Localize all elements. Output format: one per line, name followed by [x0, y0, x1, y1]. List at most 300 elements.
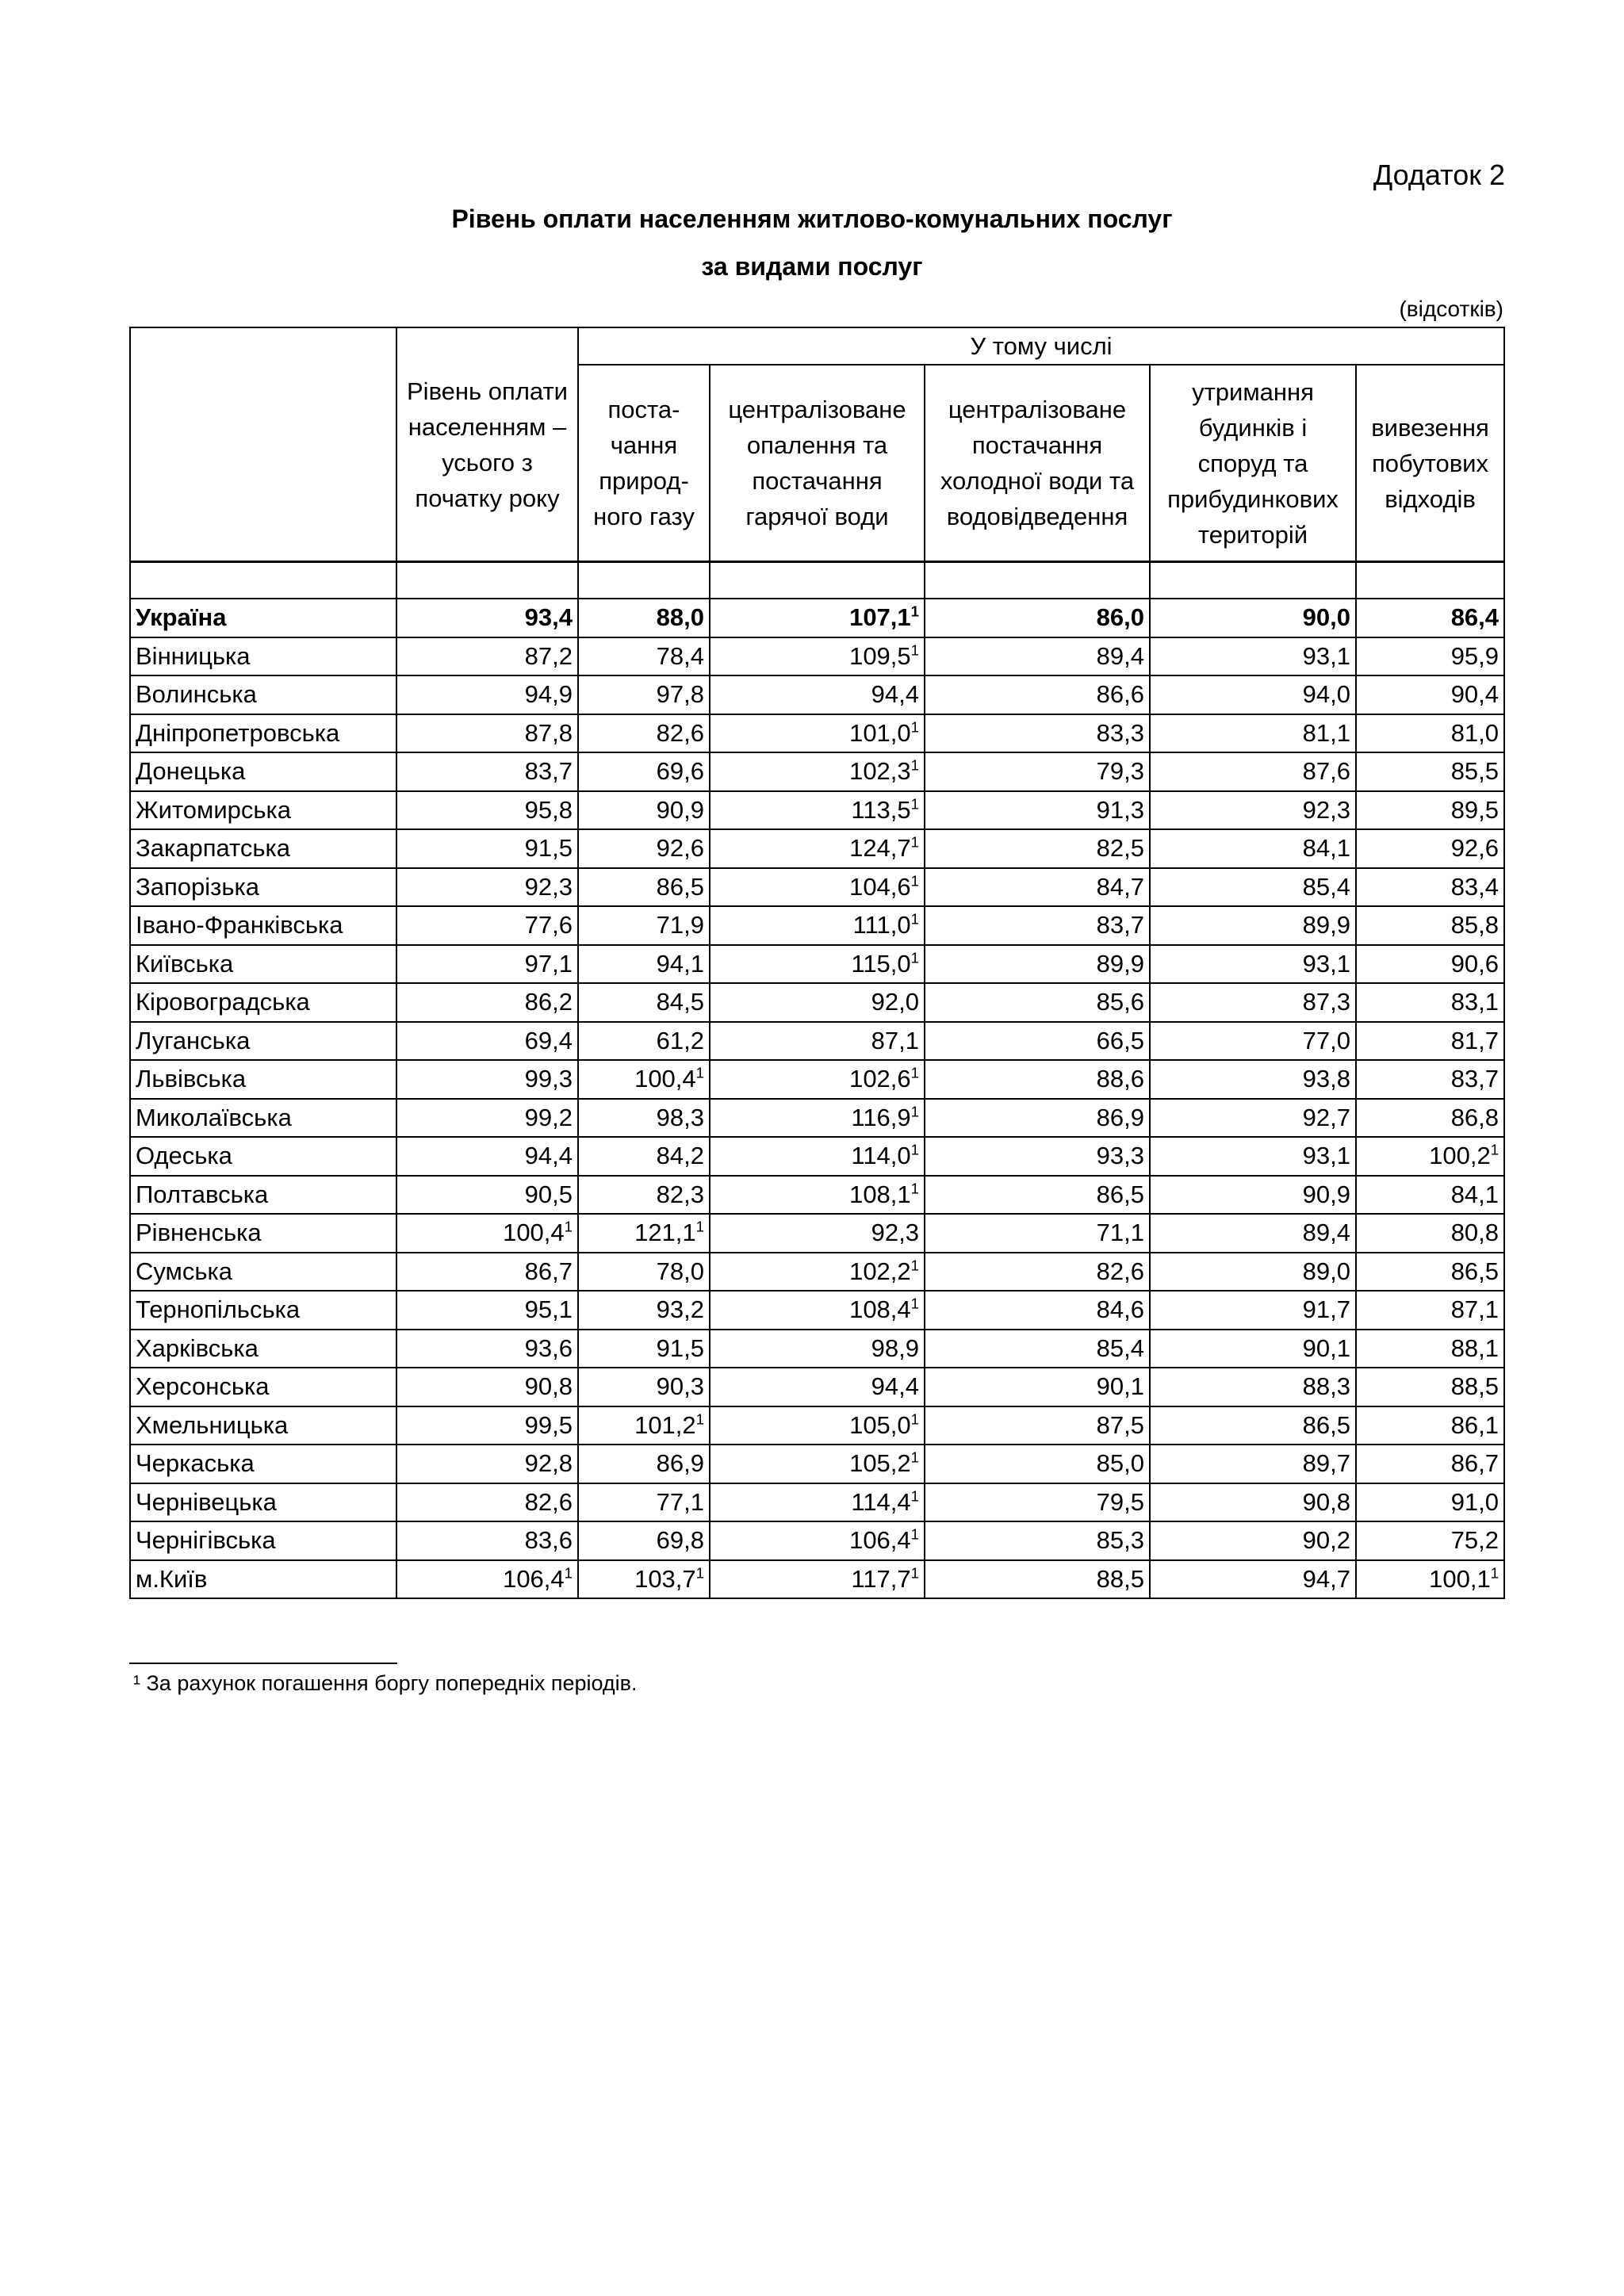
region-name: Чернігівська [130, 1521, 396, 1560]
value-text: 115,0 [851, 949, 911, 978]
value-text: 84,1 [1450, 1180, 1500, 1208]
header-col-total: Рівень оплати населенням – усього з початку року [396, 327, 578, 562]
value-text: 90,2 [1302, 1526, 1350, 1555]
value-text: 92,3 [871, 1219, 919, 1247]
value-text: 89,4 [1096, 641, 1144, 670]
value-cell [710, 1214, 925, 1253]
value-text: 95,8 [524, 795, 573, 824]
value-cell [1150, 1099, 1356, 1138]
value-text: 87,5 [1096, 1410, 1144, 1439]
value-text: 69,4 [524, 1026, 573, 1054]
value-cell [925, 1253, 1150, 1292]
value-text: 93,1 [1302, 1142, 1350, 1170]
value-text: 87,6 [1302, 757, 1350, 786]
value-text: 93,4 [524, 603, 573, 632]
table-row [130, 1330, 1504, 1368]
table-row [130, 1291, 1504, 1330]
value-text: 61,2 [656, 1026, 704, 1054]
table-row [130, 1445, 1504, 1483]
value-cell [925, 1330, 1150, 1368]
value-text: 81,0 [1450, 718, 1500, 747]
table-header [130, 327, 1504, 562]
value-cell [396, 1560, 578, 1599]
value-text: 106,4 [503, 1564, 565, 1593]
value-cell [578, 1253, 710, 1292]
table-row [130, 1406, 1504, 1445]
value-text: 94,9 [524, 680, 573, 709]
value-cell [1150, 599, 1356, 637]
value-cell [1356, 1253, 1504, 1292]
region-name: Донецька [130, 752, 396, 791]
value-text: 94,7 [1302, 1564, 1350, 1593]
footnote-mark: 1 [910, 1564, 919, 1582]
value-cell [578, 599, 710, 637]
value-text: 82,6 [656, 718, 704, 747]
value-cell [925, 1291, 1150, 1330]
value-text: 85,0 [1096, 1449, 1144, 1478]
value-cell [578, 791, 710, 830]
table-row [130, 1483, 1504, 1522]
region-name: м.Київ [130, 1560, 396, 1599]
value-cell [1150, 675, 1356, 714]
value-cell [578, 1330, 710, 1368]
value-cell [710, 829, 925, 868]
value-text: 106,4 [849, 1526, 911, 1555]
value-text: 116,9 [851, 1103, 911, 1131]
value-text: 100,1 [1429, 1564, 1491, 1593]
value-cell [396, 1368, 578, 1406]
value-text: 99,2 [524, 1103, 573, 1131]
value-cell [925, 1445, 1150, 1483]
table-row [130, 1137, 1504, 1176]
table-row [130, 1214, 1504, 1253]
value-cell [1150, 1521, 1356, 1560]
value-text: 107,1 [849, 603, 911, 632]
value-cell [396, 791, 578, 830]
value-text: 90,5 [524, 1180, 573, 1208]
value-cell [578, 1060, 710, 1099]
value-text: 100,4 [503, 1219, 565, 1247]
value-cell [1356, 1445, 1504, 1483]
value-text: 79,5 [1096, 1487, 1144, 1516]
header-col-waste: вивезення побутових відходів [1356, 365, 1504, 562]
value-cell [1150, 1330, 1356, 1368]
region-name: Україна [130, 599, 396, 637]
value-cell [925, 1521, 1150, 1560]
value-cell [1150, 1406, 1356, 1445]
region-name: Вінницька [130, 637, 396, 676]
value-cell [578, 868, 710, 907]
region-name: Сумська [130, 1253, 396, 1292]
table-row [130, 1099, 1504, 1138]
table-row [130, 945, 1504, 984]
value-text: 85,4 [1096, 1334, 1144, 1362]
table-row [130, 983, 1504, 1022]
value-cell [925, 1060, 1150, 1099]
region-name: Запорізька [130, 868, 396, 907]
value-text: 86,5 [1096, 1180, 1144, 1208]
value-text: 71,9 [656, 911, 704, 939]
value-cell [396, 1060, 578, 1099]
footnote-mark: 1 [910, 949, 919, 966]
value-text: 83,3 [1096, 718, 1144, 747]
footnote-mark: 1 [910, 603, 919, 620]
value-cell [396, 1099, 578, 1138]
value-cell [1356, 1176, 1504, 1215]
table-row [130, 1060, 1504, 1099]
value-cell [925, 906, 1150, 945]
payment-table [129, 327, 1505, 1599]
value-text: 94,1 [656, 949, 704, 978]
header-col-heating: централізоване опалення та постачання гарячої води [710, 365, 925, 562]
value-cell [396, 1330, 578, 1368]
value-text: 100,2 [1429, 1142, 1491, 1170]
value-cell [1356, 945, 1504, 984]
table-row [130, 829, 1504, 868]
value-text: 89,0 [1302, 1257, 1350, 1285]
value-cell [1150, 714, 1356, 753]
region-name: Дніпропетровська [130, 714, 396, 753]
value-text: 77,0 [1302, 1026, 1350, 1054]
footnote-mark: 1 [910, 1448, 919, 1466]
value-cell [578, 1291, 710, 1330]
value-cell [1356, 637, 1504, 676]
value-cell [925, 945, 1150, 984]
value-text: 75,2 [1450, 1526, 1500, 1555]
value-text: 80,8 [1450, 1219, 1500, 1247]
value-text: 92,3 [1302, 795, 1350, 824]
value-cell [1150, 1022, 1356, 1061]
region-name: Тернопільська [130, 1291, 396, 1330]
value-cell [1356, 1406, 1504, 1445]
value-text: 101,2 [634, 1410, 696, 1439]
value-cell [710, 714, 925, 753]
value-text: 92,3 [524, 872, 573, 901]
table-row [130, 637, 1504, 676]
value-text: 93,8 [1302, 1065, 1350, 1093]
value-cell [578, 1483, 710, 1522]
value-cell [1150, 945, 1356, 984]
value-cell [396, 675, 578, 714]
value-cell [925, 983, 1150, 1022]
value-text: 93,1 [1302, 641, 1350, 670]
value-text: 94,4 [871, 1372, 919, 1401]
value-text: 111,0 [852, 911, 911, 939]
value-cell [710, 1560, 925, 1599]
value-text: 90,1 [1096, 1372, 1144, 1401]
value-text: 109,5 [849, 641, 911, 670]
value-cell [710, 983, 925, 1022]
table-row [130, 1368, 1504, 1406]
region-name: Херсонська [130, 1368, 396, 1406]
value-text: 94,0 [1302, 680, 1350, 709]
footnote-mark: 1 [910, 872, 919, 890]
value-text: 87,3 [1302, 988, 1350, 1016]
value-text: 86,7 [1450, 1449, 1500, 1478]
footnote-mark: 1 [910, 833, 919, 851]
value-cell [396, 1406, 578, 1445]
value-cell [1356, 752, 1504, 791]
value-text: 86,0 [1096, 603, 1144, 632]
value-cell [1356, 599, 1504, 637]
value-text: 84,6 [1096, 1295, 1144, 1324]
value-text: 89,7 [1302, 1449, 1350, 1478]
region-name: Одеська [130, 1137, 396, 1176]
value-text: 77,6 [524, 911, 573, 939]
value-cell [1356, 1291, 1504, 1330]
value-text: 85,5 [1450, 757, 1500, 786]
footnote-mark: 1 [910, 1103, 919, 1120]
value-cell [396, 1176, 578, 1215]
value-cell [578, 1137, 710, 1176]
value-cell [1356, 1099, 1504, 1138]
value-cell [925, 599, 1150, 637]
value-cell [925, 752, 1150, 791]
value-text: 88,6 [1096, 1065, 1144, 1093]
value-cell [578, 945, 710, 984]
value-text: 86,8 [1450, 1103, 1500, 1131]
value-cell [1356, 1214, 1504, 1253]
value-text: 105,2 [849, 1449, 911, 1478]
value-cell [396, 1445, 578, 1483]
value-text: 90,3 [656, 1372, 704, 1401]
value-text: 95,1 [524, 1295, 573, 1324]
value-cell [1150, 791, 1356, 830]
value-cell [396, 1521, 578, 1560]
value-text: 95,9 [1450, 641, 1500, 670]
table-row [130, 599, 1504, 637]
region-name: Львівська [130, 1060, 396, 1099]
value-cell [578, 906, 710, 945]
value-cell [1356, 829, 1504, 868]
footnote: ¹ За рахунок погашення боргу попередніх періодів. [133, 1671, 638, 1695]
value-text: 86,6 [1096, 680, 1144, 709]
value-text: 88,5 [1450, 1372, 1500, 1401]
units-label: (відсотків) [1399, 297, 1503, 321]
value-text: 101,0 [849, 718, 911, 747]
value-text: 92,0 [871, 988, 919, 1016]
value-text: 86,4 [1450, 603, 1500, 632]
value-text: 124,7 [849, 834, 911, 863]
value-cell [925, 1099, 1150, 1138]
footnote-mark: 1 [910, 1141, 919, 1158]
value-text: 90,0 [1302, 603, 1350, 632]
value-text: 83,6 [524, 1526, 573, 1555]
value-text: 92,6 [656, 834, 704, 863]
value-cell [710, 868, 925, 907]
value-cell [925, 637, 1150, 676]
header-region-cell [130, 327, 396, 562]
region-name: Закарпатська [130, 829, 396, 868]
value-cell [710, 1368, 925, 1406]
value-text: 114,4 [851, 1487, 911, 1516]
value-text: 91,3 [1096, 795, 1144, 824]
region-name: Івано-Франківська [130, 906, 396, 945]
value-text: 83,7 [1096, 911, 1144, 939]
value-cell [396, 1483, 578, 1522]
footnote-mark: 1 [1490, 1141, 1500, 1158]
footnote-mark: 1 [1490, 1564, 1500, 1582]
region-name: Рівненська [130, 1214, 396, 1253]
value-cell [578, 1560, 710, 1599]
value-text: 82,6 [524, 1487, 573, 1516]
value-cell [578, 1022, 710, 1061]
value-text: 91,5 [524, 834, 573, 863]
value-text: 104,6 [849, 872, 911, 901]
value-text: 93,3 [1096, 1142, 1144, 1170]
footnote-mark: 1 [910, 1064, 919, 1081]
value-text: 98,3 [656, 1103, 704, 1131]
value-text: 93,6 [524, 1334, 573, 1362]
value-text: 121,1 [634, 1219, 696, 1247]
value-cell [710, 906, 925, 945]
value-cell [578, 752, 710, 791]
value-cell [925, 1483, 1150, 1522]
value-cell [1356, 1137, 1504, 1176]
value-text: 84,2 [656, 1142, 704, 1170]
value-cell [710, 637, 925, 676]
value-cell [1356, 1368, 1504, 1406]
footnote-mark: 1 [910, 1257, 919, 1274]
value-cell [396, 983, 578, 1022]
region-name: Харківська [130, 1330, 396, 1368]
value-cell [1150, 1214, 1356, 1253]
value-text: 99,3 [524, 1065, 573, 1093]
value-text: 89,9 [1302, 911, 1350, 939]
value-cell [710, 1099, 925, 1138]
value-text: 102,3 [849, 757, 911, 786]
value-text: 88,1 [1450, 1334, 1500, 1362]
value-cell [1150, 868, 1356, 907]
region-name: Черкаська [130, 1445, 396, 1483]
value-cell [710, 1445, 925, 1483]
value-cell [578, 1521, 710, 1560]
value-text: 92,8 [524, 1449, 573, 1478]
value-text: 88,3 [1302, 1372, 1350, 1401]
value-text: 87,1 [1450, 1295, 1500, 1324]
header-col-gas: поста-чання природ-ного газу [578, 365, 710, 562]
value-text: 69,6 [656, 757, 704, 786]
value-cell [578, 1099, 710, 1138]
value-cell [710, 675, 925, 714]
value-cell [1150, 1445, 1356, 1483]
value-text: 82,3 [656, 1180, 704, 1208]
value-text: 84,1 [1302, 834, 1350, 863]
value-cell [1150, 637, 1356, 676]
value-cell [925, 714, 1150, 753]
table-row [130, 752, 1504, 791]
value-cell [710, 1137, 925, 1176]
footnote-mark: 1 [910, 910, 919, 928]
value-text: 89,9 [1096, 949, 1144, 978]
value-cell [1356, 714, 1504, 753]
value-cell [396, 1137, 578, 1176]
value-text: 86,7 [524, 1257, 573, 1285]
value-cell [710, 1521, 925, 1560]
value-text: 88,5 [1096, 1564, 1144, 1593]
value-cell [396, 1291, 578, 1330]
value-cell [1150, 1368, 1356, 1406]
value-cell [578, 1406, 710, 1445]
value-text: 83,4 [1450, 872, 1500, 901]
value-text: 108,1 [849, 1180, 911, 1208]
value-cell [710, 945, 925, 984]
value-text: 102,2 [849, 1257, 911, 1285]
value-text: 91,7 [1302, 1295, 1350, 1324]
value-text: 83,7 [1450, 1065, 1500, 1093]
value-text: 85,4 [1302, 872, 1350, 901]
value-cell [1356, 1483, 1504, 1522]
value-cell [1150, 983, 1356, 1022]
value-text: 97,8 [656, 680, 704, 709]
value-text: 85,6 [1096, 988, 1144, 1016]
value-text: 100,4 [634, 1065, 696, 1093]
value-cell [1150, 1137, 1356, 1176]
table-row [130, 791, 1504, 830]
value-text: 78,0 [656, 1257, 704, 1285]
value-cell [396, 752, 578, 791]
value-text: 98,9 [871, 1334, 919, 1362]
value-cell [1356, 983, 1504, 1022]
value-cell [396, 714, 578, 753]
value-text: 86,5 [1302, 1410, 1350, 1439]
value-cell [396, 945, 578, 984]
table-row [130, 675, 1504, 714]
value-cell [925, 1406, 1150, 1445]
value-cell [578, 1368, 710, 1406]
value-cell [925, 1022, 1150, 1061]
value-cell [710, 791, 925, 830]
table-row [130, 714, 1504, 753]
value-cell [925, 675, 1150, 714]
value-text: 113,5 [851, 795, 911, 824]
value-text: 90,1 [1302, 1334, 1350, 1362]
value-cell [925, 791, 1150, 830]
value-text: 77,1 [656, 1487, 704, 1516]
table-row [130, 1176, 1504, 1215]
value-cell [710, 599, 925, 637]
footnote-mark: 1 [910, 718, 919, 736]
value-text: 90,8 [524, 1372, 573, 1401]
value-text: 92,6 [1450, 834, 1500, 863]
value-cell [1150, 1560, 1356, 1599]
value-cell [1356, 1330, 1504, 1368]
footnote-mark: 1 [910, 641, 919, 659]
value-text: 84,7 [1096, 872, 1144, 901]
value-text: 87,8 [524, 718, 573, 747]
value-cell [1356, 675, 1504, 714]
value-cell [578, 714, 710, 753]
page-subtitle: за видами послуг [701, 252, 923, 281]
value-cell [1150, 1291, 1356, 1330]
appendix-label: Додаток 2 [1373, 159, 1505, 191]
value-text: 92,7 [1302, 1103, 1350, 1131]
table-row [130, 1022, 1504, 1061]
region-name: Кіровоградська [130, 983, 396, 1022]
value-cell [396, 637, 578, 676]
value-cell [1150, 1060, 1356, 1099]
value-cell [1356, 906, 1504, 945]
value-cell [925, 1560, 1150, 1599]
value-text: 90,4 [1450, 680, 1500, 709]
value-text: 103,7 [634, 1564, 696, 1593]
region-name: Волинська [130, 675, 396, 714]
table-row [130, 906, 1504, 945]
region-name: Чернівецька [130, 1483, 396, 1522]
region-name: Полтавська [130, 1176, 396, 1215]
table-body [130, 562, 1504, 1599]
value-cell [710, 1022, 925, 1061]
